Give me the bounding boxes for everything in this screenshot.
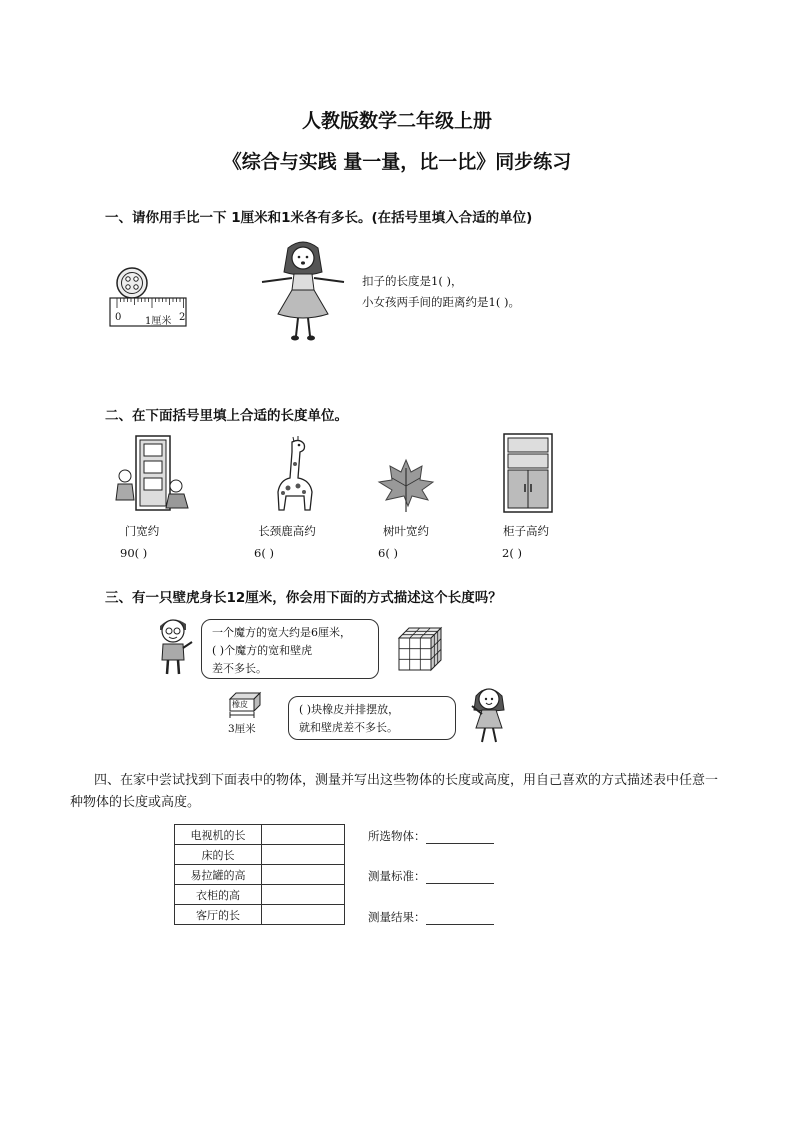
row-value-bed[interactable] [262,845,345,865]
row-value-can[interactable] [262,865,345,885]
row-label-wardrobe: 衣柜的高 [175,885,262,905]
table-row [175,825,345,845]
ruler-tick-0: 0 [115,312,122,323]
row-label-can: 易拉罐的高 [175,865,262,885]
leaf-illustration [376,456,436,514]
selected-object-field [368,828,494,844]
giraffe-illustration [262,436,320,514]
bubble1-line1: 一个魔方的宽大约是6厘米， [212,626,351,639]
eraser-label: 橡皮 [232,700,248,709]
table-row [175,845,345,865]
table-row [175,885,345,905]
girl-arms-outstretched-illustration [258,238,348,342]
question-3-heading: 三、有一只壁虎身长12厘米，你会用下面的方式描述这个长度吗？ [105,590,502,606]
bubble2-line1: ( )块橡皮并排摆放， [299,703,400,716]
row-label-bed: 床的长 [175,845,262,865]
door-with-children-illustration [114,434,192,514]
speech-bubble-eraser [288,696,456,740]
row-label-livingroom: 客厅的长 [175,905,262,925]
ruler-tick-2: 2 [179,312,186,323]
q1-button-length-line: 扣子的长度是1( )， [362,274,463,288]
measure-standard-field [368,868,494,884]
cabinet-illustration [502,432,554,514]
measure-result-blank[interactable] [426,912,494,925]
bubble1-line3: 差不多长。 [212,662,267,675]
bubble1-line2: ( )个魔方的宽和壁虎 [212,644,313,657]
row-value-tv[interactable] [262,825,345,845]
boy-illustration [152,614,196,678]
question-1-heading: 一、请你用手比一下 1厘米和1米各有多长。(在括号里填入合适的单位) [105,210,533,226]
selected-object-label: 所选物体： [368,829,426,843]
q2-giraffe-answer: 6( ) [254,546,274,560]
measurement-table [174,824,345,925]
q2-door-answer: 90( ) [120,546,148,560]
page-title: 人教版数学二年级上册 [301,110,492,132]
row-value-livingroom[interactable] [262,905,345,925]
selected-object-blank[interactable] [426,831,494,844]
eraser-size-label: 3厘米 [228,723,256,735]
measure-standard-blank[interactable] [426,871,494,884]
q2-door-caption: 门宽约 [124,524,160,538]
row-value-wardrobe[interactable] [262,885,345,905]
question-4-text: 四、在家中尝试找到下面表中的物体，测量并写出这些物体的长度或高度，用自己喜欢的方式描述表中任意一种物体的长度或高度。 [70,773,719,810]
row-label-tv: 电视机的长 [175,825,262,845]
measure-result-label: 测量结果： [368,910,426,924]
q2-leaf-caption: 树叶宽约 [383,524,429,538]
q2-cabinet-answer: 2( ) [502,546,522,560]
q1-girl-armspan-line: 小女孩两手间的距离约是1( )。 [362,295,520,309]
page-subtitle: 《综合与实践 量一量，比一比》同步练习 [222,151,572,173]
q2-giraffe-caption: 长颈鹿高约 [258,524,316,538]
rubik-cube-illustration [397,626,443,672]
speech-bubble-rubik-cube [201,619,379,679]
measure-result-field [368,909,494,925]
q2-cabinet-caption: 柜子高约 [503,524,549,538]
q2-leaf-answer: 6( ) [378,546,398,560]
measure-standard-label: 测量标准： [368,869,426,883]
girl-waving-illustration [468,682,510,746]
question-2-heading: 二、在下面括号里填上合适的长度单位。 [105,408,348,424]
table-row [175,865,345,885]
ruler-tick-1cm: 1厘米 [145,316,172,327]
table-row [175,905,345,925]
bubble2-line2: 就和壁虎差不多长。 [299,721,398,734]
